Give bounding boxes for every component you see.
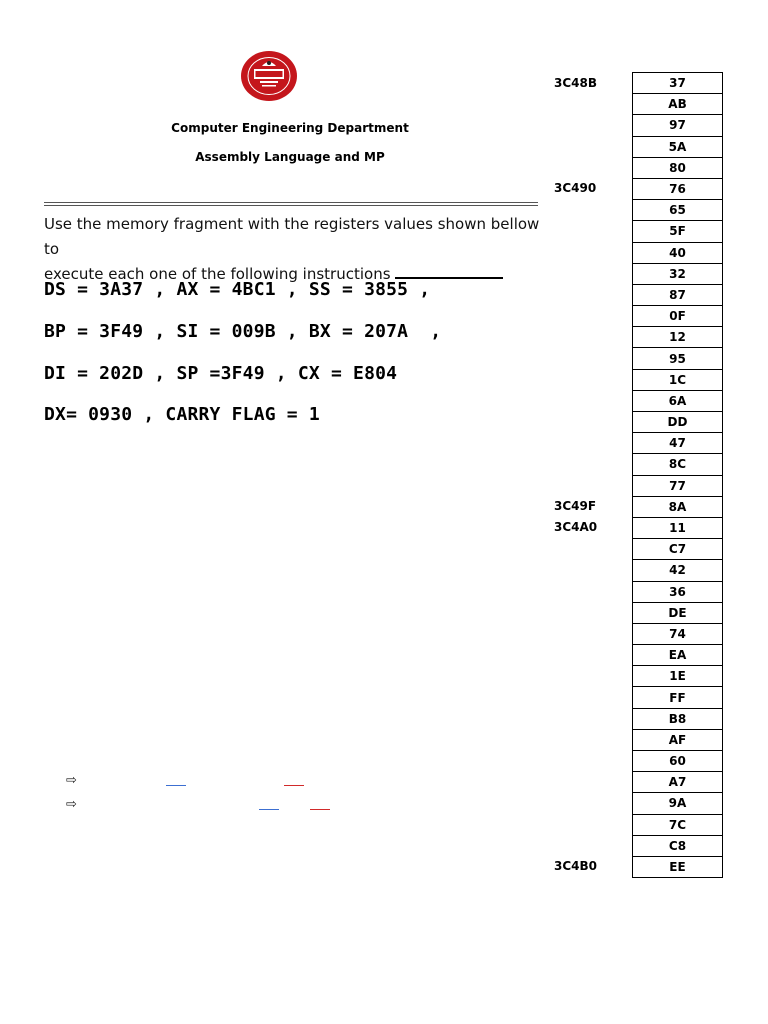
memory-row — [633, 221, 723, 242]
memory-cell: C7 — [633, 539, 723, 560]
memory-row — [633, 348, 723, 369]
memory-row — [633, 73, 723, 94]
memory-cell: EE — [633, 856, 723, 877]
memory-cell: 65 — [633, 200, 723, 221]
memory-row — [633, 412, 723, 433]
memory-row — [633, 475, 723, 496]
memory-cell: 60 — [633, 751, 723, 772]
blue-underline-mark — [259, 809, 279, 810]
memory-cell: AF — [633, 729, 723, 750]
memory-row — [633, 772, 723, 793]
memory-row — [633, 645, 723, 666]
memory-cell: 8A — [633, 496, 723, 517]
memory-cell: 5A — [633, 136, 723, 157]
instructions-line-1: Use the memory fragment with the registers values shown bellow to — [44, 215, 540, 258]
blue-underline-mark — [166, 785, 186, 786]
memory-cell: 0F — [633, 306, 723, 327]
memory-cell: 1E — [633, 666, 723, 687]
memory-row — [633, 517, 723, 538]
memory-cell: 80 — [633, 157, 723, 178]
instructions-text — [44, 212, 544, 287]
memory-row — [633, 242, 723, 263]
memory-cell: 11 — [633, 517, 723, 538]
memory-row — [633, 560, 723, 581]
register-line-4: DX= 0930 , CARRY FLAG = 1 — [44, 404, 320, 425]
memory-cell: 87 — [633, 284, 723, 305]
divider-bottom — [44, 205, 538, 206]
course-title: Assembly Language and MP — [195, 150, 385, 164]
memory-cell: A7 — [633, 772, 723, 793]
memory-row — [633, 284, 723, 305]
memory-cell: 8C — [633, 454, 723, 475]
memory-cell: 5F — [633, 221, 723, 242]
address-label: 3C49F — [554, 499, 597, 513]
address-label: 3C4A0 — [554, 520, 598, 534]
register-line-2: BP = 3F49 , SI = 009B , BX = 207A , — [44, 321, 442, 342]
memory-row — [633, 581, 723, 602]
red-underline-mark — [310, 809, 330, 810]
memory-row — [633, 496, 723, 517]
memory-cell: C8 — [633, 835, 723, 856]
memory-table — [632, 72, 723, 878]
memory-cell: 37 — [633, 73, 723, 94]
memory-cell: 6A — [633, 390, 723, 411]
memory-cell: 42 — [633, 560, 723, 581]
memory-cell: 9A — [633, 793, 723, 814]
memory-cell: AB — [633, 94, 723, 115]
memory-cell: 76 — [633, 178, 723, 199]
memory-row — [633, 623, 723, 644]
memory-cell: 40 — [633, 242, 723, 263]
memory-row — [633, 263, 723, 284]
memory-cell: 47 — [633, 433, 723, 454]
memory-cell: 32 — [633, 263, 723, 284]
memory-cell: DE — [633, 602, 723, 623]
memory-row — [633, 666, 723, 687]
arrow-right-icon: ⇨ — [66, 797, 77, 812]
address-label: 3C490 — [554, 181, 597, 195]
memory-cell: 36 — [633, 581, 723, 602]
address-label: 3C4B0 — [554, 859, 598, 873]
memory-row — [633, 306, 723, 327]
memory-row — [633, 729, 723, 750]
memory-row — [633, 814, 723, 835]
memory-row — [633, 835, 723, 856]
memory-row — [633, 136, 723, 157]
red-underline-mark — [284, 785, 304, 786]
university-logo-icon — [240, 50, 298, 102]
instructions-line-2: execute each one of the following instructions — [44, 265, 391, 283]
memory-row — [633, 602, 723, 623]
memory-row — [633, 708, 723, 729]
memory-cell: 74 — [633, 623, 723, 644]
memory-cell: FF — [633, 687, 723, 708]
memory-cell: 95 — [633, 348, 723, 369]
memory-row — [633, 856, 723, 877]
memory-row — [633, 433, 723, 454]
memory-row — [633, 327, 723, 348]
memory-cell: DD — [633, 412, 723, 433]
memory-row — [633, 94, 723, 115]
arrow-right-icon: ⇨ — [66, 773, 77, 788]
answer-blank — [395, 263, 503, 279]
address-label: 3C48B — [554, 76, 598, 90]
memory-row — [633, 751, 723, 772]
memory-row — [633, 793, 723, 814]
memory-cell: 97 — [633, 115, 723, 136]
memory-row — [633, 390, 723, 411]
department-title: Computer Engineering Department — [171, 121, 409, 135]
memory-row — [633, 687, 723, 708]
memory-cell: 1C — [633, 369, 723, 390]
memory-cell: EA — [633, 645, 723, 666]
register-line-1: DS = 3A37 , AX = 4BC1 , SS = 3855 , — [44, 279, 431, 300]
memory-row — [633, 539, 723, 560]
divider-top — [44, 202, 538, 203]
memory-row — [633, 115, 723, 136]
memory-cell: 7C — [633, 814, 723, 835]
memory-cell: 77 — [633, 475, 723, 496]
memory-cell: 12 — [633, 327, 723, 348]
register-line-3: DI = 202D , SP =3F49 , CX = E804 — [44, 363, 398, 384]
memory-row — [633, 369, 723, 390]
memory-cell: B8 — [633, 708, 723, 729]
memory-row — [633, 454, 723, 475]
memory-row — [633, 200, 723, 221]
memory-row — [633, 178, 723, 199]
memory-row — [633, 157, 723, 178]
